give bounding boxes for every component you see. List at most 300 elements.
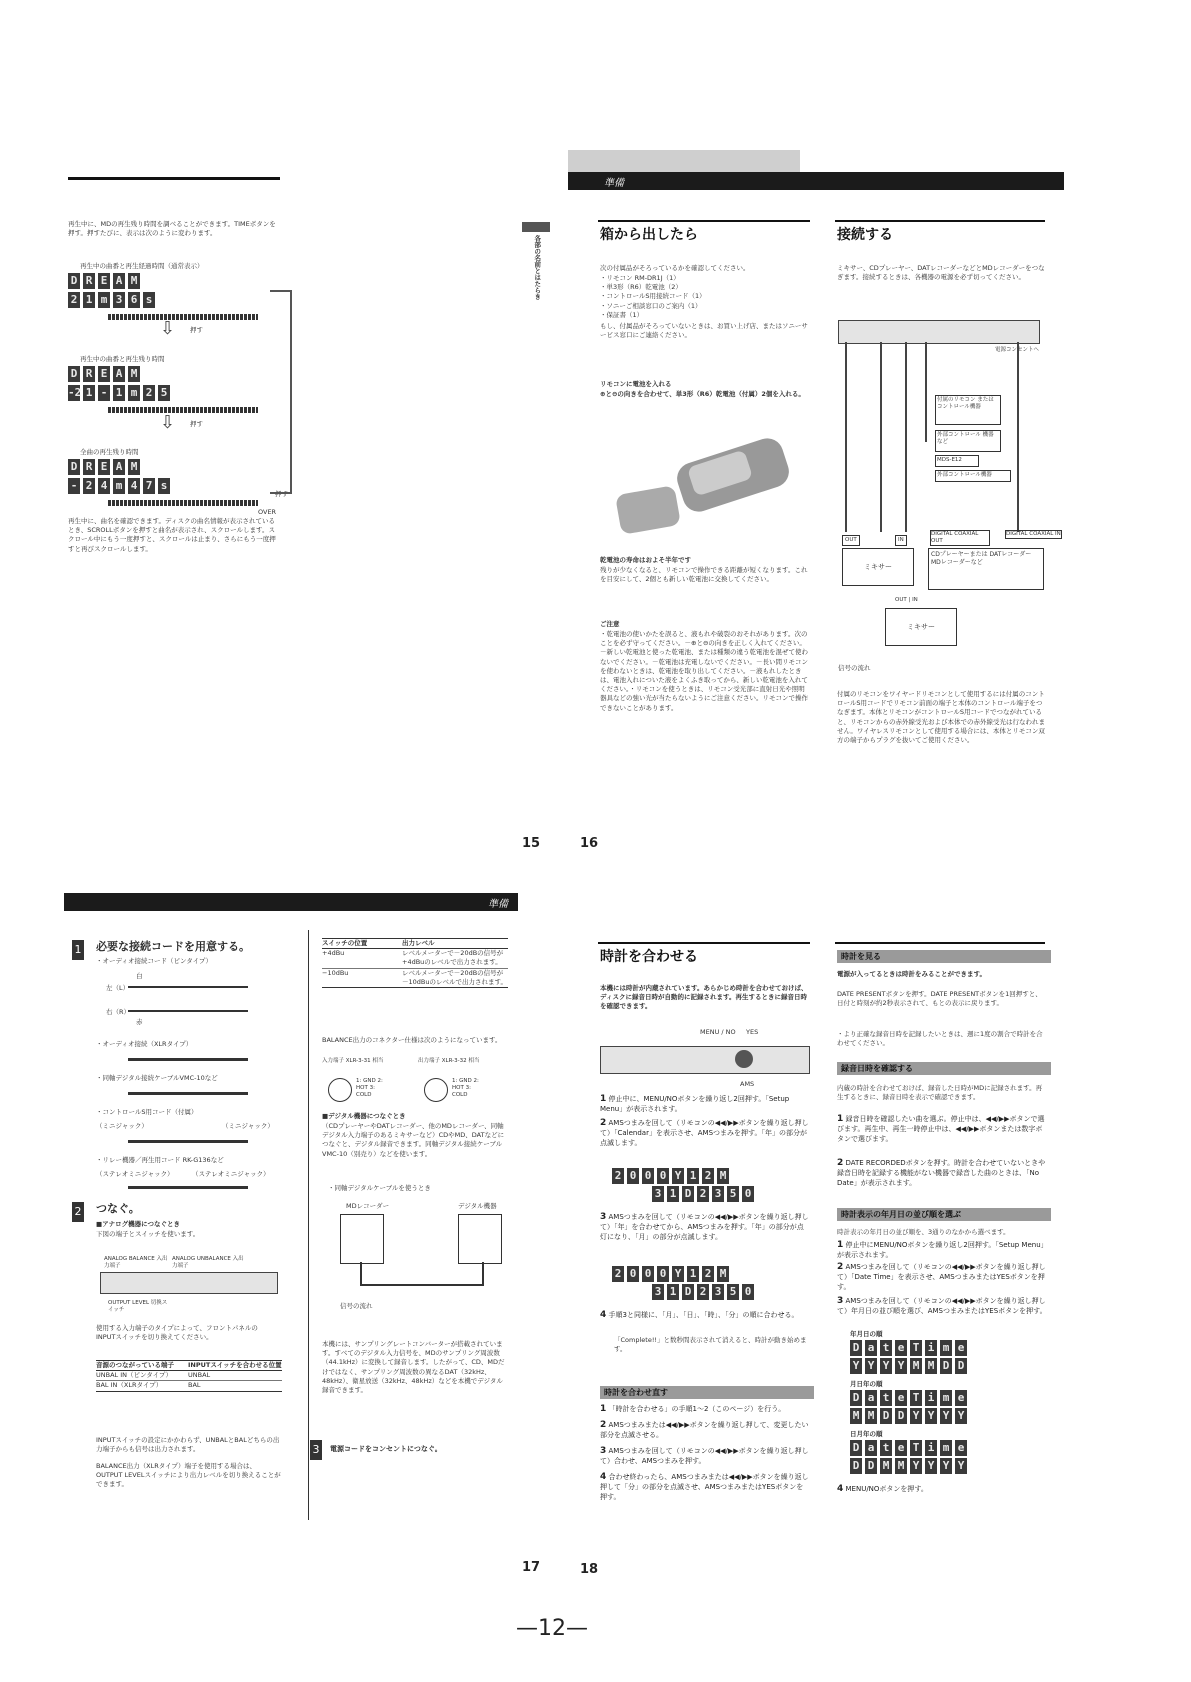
remote-illustration [618,430,788,540]
p18-view-note: ・より正確な録音日時を記録したいときは、週に1度の割合で時計を合わせてください。 [837,1030,1043,1048]
lcd-char: M [717,1168,729,1184]
lcd-char: D [850,1440,862,1456]
lcd-char: 2 [68,292,80,308]
p17-cord5-l: （ステレオミニジャック） [96,1170,174,1178]
p17-cord4-r: （ミニジャック） [222,1122,274,1130]
p18-reset-1: 1 「時計を合わせる」の手順1〜2（このページ）を行う。 [600,1404,786,1414]
p18-check-body: 内蔵の時計を合わせておけば、録音した日時がMDに記録されます。再生するときに、録音日時を表示で確認できます。 [837,1084,1043,1102]
p18-step-3-text: AMSつまみを回して（リモコンの◀◀/▶▶ボタンを繰り返し押して）「年」を合わせてから、AMSつまみを押す。「年」の部分が点灯になり、「月」の部分が点滅します。 [600,1213,809,1241]
out-in-labels-2: OUT | IN [895,597,918,603]
p17-xlr-in: 入力端子 XLR-3-31 相当 [322,1058,384,1064]
lcd-char: i [925,1390,937,1406]
lcd-char: 3 [652,1186,664,1202]
p18-step-2-text: AMSつまみを回して（リモコンの◀◀/▶▶ボタンを繰り返し押して）「Calendar」を表示させ、AMSつまみを押す。「年」の部分が点滅します。 [600,1119,809,1147]
p16-right-rule [835,220,1045,222]
lcd-char: 7 [143,478,155,494]
lcd-char: E [98,273,110,289]
p18-step-2: 2 AMSつまみを回して（リモコンの◀◀/▶▶ボタンを繰り返し押して）「Calendar」を表示させ、AMSつまみを押す。「年」の部分が点滅します。 [600,1118,809,1147]
lcd-char: e [955,1440,967,1456]
lcd-char: 0 [657,1266,669,1282]
p17-digital-body: （CDプレーヤーやDATレコーダー、他のMDレコーダー、同軸デジタル入力端子のあるミキサーなど）CDやMD、DATなどにつなぐと、デジタル録音できます。同軸デジタル接続ケーブルVMC-10（別売り）などを使います。 [322,1122,505,1158]
lcd-char: t [880,1440,892,1456]
tbl2-r1b: レベルメーターで－20dBの信号が+4dBuのレベルで出力されます。 [402,949,504,967]
p17-digital-head: ■デジタル機器につなぐとき [322,1112,406,1120]
lcd-char: -2 [68,386,82,399]
p18-lbl-menu: MENU / NO [700,1028,736,1036]
p18-lcd-1 [612,1168,754,1202]
p18-reset-4: 4 合わせ終わったら、AMSつまみまたは◀◀/▶▶ボタンを繰り返し押して「分」の部分を点滅させ、AMSつまみまたはYESボタンを押す。 [600,1472,809,1501]
tbl2-h1: スイッチの位置 [322,939,368,947]
lcd-char: 1 [113,385,125,401]
remote-box: 付属のリモコン または コントロール機器 [935,395,1001,425]
lcd-char: T [910,1340,922,1356]
lcd-char: 0 [642,1266,654,1282]
p18-title-rule [598,942,810,944]
xlr-in-connector-icon [328,1078,352,1102]
p17-xlr-out: 出力端子 XLR-3-32 相当 [418,1058,480,1064]
lcd-char: D [850,1340,862,1356]
lcd-char: 5 [727,1186,739,1202]
lcd-char: 0 [627,1168,639,1184]
p18-order-4-text: MENU/NOボタンを押す。 [845,1485,928,1493]
p16-left-rule [598,220,810,222]
p17-label-bal: ANALOG BALANCE 入出力端子 [104,1256,168,1269]
p18-step-3: 3 AMSつまみを回して（リモコンの◀◀/▶▶ボタンを繰り返し押して）「年」を合わせてから、AMSつまみを押す。「年」の部分が点灯になり、「月」の部分が点滅します。 [600,1212,809,1241]
p16-life-head: 乾電池の寿命はおよそ半年です [600,556,691,564]
p16-tip-body: 付属のリモコンをワイヤードリモコンとして使用するには付属のコントロールS用コードでリモコン前面の端子と本体のコントロール端子をつなぎます。本体とリモコンがコントロールS用コードでつながれていると、リモコンからの赤外線受光および本体での赤外線受光は行なわれません。ワイヤレスリモコンとして使用する場合には、本体とリモコン双方の端子からプラグを抜いてご使用ください。 [837,690,1045,745]
cd-box: CDプレーヤーまたは DATレコーダー MDレコーダーなど [928,548,1044,590]
p17-coax-note: ・同軸デジタルケーブルを使うとき [328,1184,431,1192]
coax-dev-box [458,1214,502,1264]
mixer-box-2 [885,608,957,646]
p15-tip-title: 再生中に、曲名を確認できます。ディスクの曲名情報が表示されているとき、SCROLLボタンを押すと曲名が表示され、スクロールします。スクロール中にもう一度押すと、スクロールは止まり、さらにもう一度押すと再びスクロールします。 [68,517,276,553]
lcd-char: a [865,1440,877,1456]
p17-step1-head: 必要な接続コードを用意する。 [96,940,250,953]
lcd-char: M [910,1358,922,1374]
lcd-char: m [113,478,125,494]
lcd-char: 1 [687,1168,699,1184]
lcd-char: m [940,1440,952,1456]
p17-label-level: OUTPUT LEVEL 切換スイッチ [108,1300,168,1313]
lcd-char: 2 [697,1186,709,1202]
lcd-char: t [880,1340,892,1356]
p18-right-rule [835,942,1045,944]
mixer-label: ミキサー [864,563,892,571]
item: ・保証書（1） [600,310,644,319]
p18-reset-4-text: 合わせ終わったら、AMSつまみまたは◀◀/▶▶ボタンを繰り返し押して「分」の部分を点滅させ、AMSつまみまたはYESボタンを押す。 [600,1473,809,1501]
xlr-cable-illustration [128,1058,248,1061]
p17-cord1-r: 右（R） [106,1008,131,1016]
down-arrow-icon: ⇩ [160,412,176,433]
lcd-char: 0 [627,1266,639,1282]
lcd-char: M [128,273,140,289]
p17-cord4: ・コントロールS用コード（付属） [96,1108,198,1116]
coax-cable-illustration [128,1092,248,1095]
p17-cord1-red: 赤 [136,1018,143,1026]
p18-lcd-dmy [850,1440,967,1474]
p17-table-1 [96,1360,282,1392]
lcd-char: 0 [742,1284,754,1300]
lcd-char: 3 [712,1284,724,1300]
lcd-char: Y [850,1358,862,1374]
p15-push-2: 押す [190,420,203,428]
p15-push-1: 押す [190,326,203,334]
item: ・リモコン RM-DR1J（1） [600,274,680,282]
p18-dmy-label: 日月年の順 [850,1430,883,1438]
lcd-char: M [925,1358,937,1374]
page-number-15: 15 [522,836,541,851]
lcd-char: Y [880,1358,892,1374]
p17-xlr-pins-1: 1: GND 2: HOT 3: COLD [356,1078,383,1098]
tbl2-r2b: レベルメーターで－20dBの信号が－10dBuのレベルで出力されます。 [402,968,507,986]
lcd-char: M [717,1266,729,1282]
p17-cord5-r: （ステレオミニジャック） [192,1170,270,1178]
footer-page-marker: —12— [516,1616,588,1641]
lcd-char: D [895,1408,907,1424]
in-label: IN [895,535,907,546]
p17-label-unbal: ANALOG UNBALANCE 入出力端子 [172,1256,244,1269]
diagram-line-mid1 [880,342,882,532]
lcd-char: 3 [113,292,125,308]
lcd-char: A [113,459,125,475]
p17-banner [64,893,518,911]
p16-battery-body: ⊕と⊖の向きを合わせて、単3形（R6）乾電池（付属）2個を入れる。 [600,390,805,398]
lcd-char: M [850,1408,862,1424]
p17-step2-head: つなぐ。 [96,1202,140,1215]
lcd-char: 1 [83,292,95,308]
tbl1-r2a: BAL IN（XLRタイプ） [96,1381,163,1390]
signal-flow-label: 信号の流れ [838,664,871,672]
lcd-char: D [850,1458,862,1474]
lcd-char: D [68,273,80,289]
tbl1-h1: 音源のつながっている端子 [96,1361,174,1369]
p17-cord5: ・リレー機器／再生用コード RK-G136など [96,1156,224,1164]
lcd-char: 0 [642,1168,654,1184]
lcd-char: Y [925,1408,937,1424]
p18-step-4: 4 手順3と同様に、「月」、「日」、「時」、「分」の順に合わせる。 [600,1310,799,1320]
p16-side-tab-label: 各部の名前とはたらき [533,235,542,300]
coax-md-box [340,1214,384,1264]
lcd-char: R [83,459,95,475]
lcd-char: T [910,1390,922,1406]
p18-lcd-ymd [850,1340,967,1374]
lcd-char: e [895,1390,907,1406]
p15-caption-2: 再生中の曲番と再生残り時間 [80,355,165,363]
md-deck-front [600,1046,810,1074]
lcd-char: 4 [98,478,110,494]
down-arrow-icon: ⇩ [160,318,176,339]
p18-order-1: 1 停止中にMENU/NOボタンを繰り返し2回押す。「Setup Menu」が表示されます。 [837,1240,1045,1259]
p17-cord1: ・オーディオ接続コード（ピンタイプ） [96,957,212,965]
tbl2-r2a: −10dBu [322,968,349,977]
p16-life-body: 残りが少なくなると、リモコンで操作できる距離が短くなります。これを目安にして、2個とも新しい乾電池に交換してください。 [600,566,808,584]
loop-arrow-icon [270,290,292,494]
p17-table-2 [322,938,508,988]
p18-order-3: 3 AMSつまみを回して（リモコンの◀◀/▶▶ボタンを繰り返し押して）年月日の並び順を選び、AMSつまみまたはYESボタンを押す。 [837,1296,1047,1315]
p17-cord1-white: 白 [136,972,143,980]
lcd-char: D [68,459,80,475]
lcd-char: A [113,366,125,382]
p15-top-rule [68,177,280,180]
p18-order-1-text: 停止中にMENU/NOボタンを繰り返し2回押す。「Setup Menu」が表示されます。 [837,1241,1045,1259]
lcd-char: E [98,459,110,475]
p15-lcd-1 [68,273,258,320]
lcd-char: 2 [612,1266,624,1282]
p18-title: 時計を合わせる [600,949,698,965]
p18-order-4: 4 MENU/NOボタンを押す。 [837,1484,928,1494]
p16-left-body2: もし、付属品がそろっていないときは、お買い上げ店、またはソニーサービス窓口にご連絡ください。 [600,322,808,340]
lcd-char: t [880,1390,892,1406]
p18-reset-3: 3 AMSつまみを回して（リモコンの◀◀/▶▶ボタンを繰り返し押して）合わせ、AMSつまみを押す。 [600,1446,809,1465]
p17-analog-head: ■アナログ機器につなぐとき [96,1220,181,1228]
tbl1-h2: INPUTスイッチを合わせる位置 [188,1361,282,1369]
lcd-char: M [880,1458,892,1474]
tbl2-r1a: +4dBu [322,949,345,958]
lcd-char: 1 [667,1284,679,1300]
lcd-char: i [925,1340,937,1356]
p16-banner [568,172,1064,190]
lcd-char: Y [940,1458,952,1474]
p18-lcd-2 [612,1266,754,1300]
p18-step-4b: 「Complete!!」と数秒間表示されて消えると、時計が動き始めます。 [614,1336,807,1354]
p18-step-1: 1 停止中に、MENU/NOボタンを繰り返し2回押す。「Setup Menu」が表示されます。 [600,1094,790,1113]
p17-step3-head: 電源コードをコンセントにつなぐ。 [330,1445,442,1453]
p18-step-4-text: 手順3と同様に、「月」、「日」、「時」、「分」の順に合わせる。 [608,1311,799,1319]
digital-out-label: DIGITAL COAXIAL OUT [930,530,990,546]
lcd-char: 2 [612,1168,624,1184]
lcd-char: 3 [712,1186,724,1202]
item: ・単3形（R6）乾電池（2） [600,283,682,292]
step-2-badge: 2 [72,1202,84,1222]
p17-col-divider [308,930,309,1520]
lcd-char: - [68,478,80,494]
lcd-char: m [128,385,140,401]
ams-knob-icon [735,1050,753,1068]
p18-lcd-mdy [850,1390,967,1424]
p15-lcd-2 [68,366,258,413]
out-label: OUT [842,535,860,546]
lcd-char: e [955,1340,967,1356]
p16-right-title: 接続する [837,227,893,243]
p17-tip-src: 本機には、サンプリングレートコンバーターが搭載されています。すべてのデジタル入力信号を、MDのサンプリング周波数（44.1kHz）に変換して録音します。したがって、CD、MDだけではなく、サンプリング周波数の異なるDAT（32kHz、48kHz）、衛星放送（32kHz、48kHz）などを本機でデジタル録音できます。 [322,1340,505,1395]
lcd-char: 2 [83,478,95,494]
p17-bal-body: BALANCE出力のコネクター仕様は次のようになっています。 [322,1036,502,1044]
p16-caution-body: ・乾電池の使いかたを誤ると、液もれや破裂のおそれがあります。次のことを必ず守ってください。－⊕と⊖の向きを正しく入れてください。－新しい乾電池と使った乾電池、または種類の違う乾電池を混ぜて使わないでください。－乾電池は充電しないでください。－長い間リモコンを使わないときは、乾電池を取り出してください。－液もれしたときは、電池入れについた液をよくふき取ってから、新しい乾電池を入れてください。・リモコンを使うときは、リモコン受光部に直射日光や照明器具などの強い光が当たらないようにご注意ください。リモコンで操作できないことがあります。 [600,630,808,712]
item: ・ソニーご相談窓口のご案内（1） [600,301,702,310]
p17-cord1-l: 左（L） [106,984,130,992]
lcd-char: 2 [143,385,155,401]
p18-sec-view: 時計を見る [837,950,1051,963]
p16-caution-head: ご注意 [600,620,620,628]
lcd-char: s [158,478,170,494]
lcd-char: R [83,273,95,289]
p16-side-tab [522,222,550,232]
p15-lcd-3 [68,459,258,506]
ext-control-box: 外部コントロール 機器など [935,430,1001,452]
lcd-char: 1 [687,1266,699,1282]
p17-banner-label: 準備 [488,899,508,910]
p18-check-1-text: 録音日時を確認したい曲を選ぶ。停止中は、◀◀/▶▶ボタンで選びます。再生中、再生一時停止中は、◀◀/▶▶ボタンまたは数字ボタンで選びます。 [837,1115,1045,1143]
lcd-char: D [682,1186,694,1202]
lcd-char: a [865,1390,877,1406]
p17-analog-body: 下図の端子とスイッチを使います。 [96,1230,200,1238]
tbl2-h2: 出力レベル [402,939,435,947]
p18-sec-check: 録音日時を確認する [837,1062,1051,1075]
p18-view-body: 電源が入ってるときは時計をみることができます。 [837,970,986,978]
p15-caption-3: 全曲の再生残り時間 [80,448,139,456]
pin-cable-illustration [128,986,248,1012]
lcd-char: - [98,385,110,401]
lcd-char: a [865,1340,877,1356]
p15-push-3: 押す [275,490,288,498]
page-number-17: 17 [522,1560,541,1575]
mixer-label-2: ミキサー [907,623,935,631]
lcd-char: 2 [697,1284,709,1300]
lcd-char: 1 [667,1186,679,1202]
lcd-char: Y [940,1408,952,1424]
p16-right-body: ミキサー、CDプレーヤー、DATレコーダーなどとMDレコーダーをつなぎます。接続するときは、各機器の電源を必ず切ってください。 [837,264,1045,282]
ext-control-box-2: 外部コントロール機器 [935,470,1011,482]
lcd-char: D [955,1358,967,1374]
lcd-char: 2 [702,1266,714,1282]
p18-order-2: 2 AMSつまみを回して（リモコンの◀◀/▶▶ボタンを繰り返し押して）「Date Time」を表示させ、AMSつまみまたはYESボタンを押す。 [837,1262,1046,1291]
lcd-char: 5 [727,1284,739,1300]
p17-tip-balance: BALANCE出力（XLRタイプ）端子を使用する場合は、OUTPUT LEVELスイッチにより出力レベルを切り換えることができます。 [96,1462,281,1489]
p18-intro: 本機には時計が内蔵されています。あらかじめ時計を合わせておけば、ディスクに録音日時が自動的に記録されます。再生するときに録音日時を確認できます。 [600,984,808,1011]
p16-left-title: 箱から出したら [600,227,698,243]
lcd-char: m [940,1390,952,1406]
relay-cable-illustration [128,1186,248,1189]
tbl1-r1b: UNBAL [188,1371,211,1380]
lcd-char: Y [955,1408,967,1424]
p16-banner-label: 準備 [604,178,624,189]
lcd-char: 5 [158,385,170,401]
p18-reset-2-text: AMSつまみまたは◀◀/▶▶ボタンを繰り返し押して、変更したい部分を点滅させる。 [600,1421,809,1439]
p18-view-body2: DATE PRESENTボタンを押す。DATE PRESENTボタンを1回押すと、日付と時刻が約2秒表示されて、もとの表示に戻ります。 [837,990,1042,1008]
p16-items [600,274,810,320]
lcd-char: Y [895,1358,907,1374]
tbl1-r1a: UNBAL IN（ピンタイプ） [96,1371,172,1380]
lcd-char: 0 [657,1168,669,1184]
lcd-char: D [850,1390,862,1406]
mds-box: MDS-E12 [935,455,979,467]
tbl1-r2b: BAL [188,1381,201,1390]
p18-check-1: 1 録音日時を確認したい曲を選ぶ。停止中は、◀◀/▶▶ボタンで選びます。再生中、再生一時停止中は、◀◀/▶▶ボタンまたは数字ボタンで選びます。 [837,1114,1045,1143]
step-3-badge: 3 [310,1440,322,1460]
lcd-char: 2 [702,1168,714,1184]
lcd-char: M [128,459,140,475]
p17-coax-flow: 信号の流れ [340,1302,373,1310]
p17-tip-input: INPUTスイッチの設定にかかわらず、UNBALとBALどちらの出力端子からも信号は出力されます。 [96,1436,280,1454]
p18-check-2-text: DATE RECORDEDボタンを押す。時計を合わせていないときや録音日時を記録する機能がない機器で録音した曲のときは、「No Date」が表示されます。 [837,1159,1046,1187]
p17-xlr-pins-2: 1: GND 2: HOT 3: COLD [452,1078,479,1098]
p18-reset-1-text: 「時計を合わせる」の手順1〜2（このページ）を行う。 [608,1405,786,1413]
diagram-line-mid3 [925,342,927,442]
p18-order-body: 時計表示の年月日の並び順を、3通りのなかから選べます。 [837,1228,1010,1236]
p16-banner-shade [568,150,800,172]
lcd-char: e [895,1340,907,1356]
coax-cable-line [360,1262,484,1286]
p18-reset-2: 2 AMSつまみまたは◀◀/▶▶ボタンを繰り返し押して、変更したい部分を点滅させる。 [600,1420,809,1439]
p17-cord4-l: （ミニジャック） [96,1122,148,1130]
lcd-char: Y [925,1458,937,1474]
p15-over-label: OVER [258,508,277,516]
p16-left-body: 次の付属品がそろっているかを確認してください。 [600,264,750,272]
lcd-char: Y [955,1458,967,1474]
xlr-out-connector-icon [424,1078,448,1102]
lcd-char: D [68,366,80,382]
p18-lbl-yes: YES [746,1028,759,1036]
p16-battery-head: リモコンに電池を入れる [600,380,672,388]
digital-in-label: DIGITAL COAXIAL IN [1006,531,1061,537]
md-deck-rear [838,320,1040,344]
p17-coax-md: MDレコーダー [346,1202,390,1210]
p17-coax-dev: デジタル機器 [458,1202,497,1210]
control-s-cable-illustration [128,1140,248,1143]
p18-check-2: 2 DATE RECORDEDボタンを押す。時計を合わせていないときや録音日時を記録する機能がない機器で録音した曲のときは、「No Date」が表示されます。 [837,1158,1046,1187]
lcd-char: m [940,1340,952,1356]
lcd-char: E [98,366,110,382]
lcd-char: A [113,273,125,289]
lcd-char: 4 [128,478,140,494]
p18-reset-3-text: AMSつまみを回して（リモコンの◀◀/▶▶ボタンを繰り返し押して）合わせ、AMSつまみを押す。 [600,1447,809,1465]
lcd-char: m [98,292,110,308]
p18-sec-reset: 時計を合わせ直す [600,1386,814,1399]
lcd-char: D [880,1408,892,1424]
p15-tip-time: 再生中に、MDの再生残り時間を調べることができます。TIMEボタンを押す。押すたびに、表示は次のように変わります。 [68,220,276,238]
lcd-char: R [83,366,95,382]
p15-caption-1: 再生中の曲番と再生経過時間（通常表示） [80,262,204,270]
lcd-char: 0 [742,1186,754,1202]
page-number-18: 18 [580,1562,599,1577]
p18-mdy-label: 月日年の順 [850,1380,883,1388]
ac-outlet-label: 電源コンセントへ [995,347,1040,353]
lcd-char: 3 [652,1284,664,1300]
lcd-char: e [955,1390,967,1406]
lcd-char: D [940,1358,952,1374]
level-meter [108,407,258,413]
p17-cord3: ・同軸デジタル接続ケーブルVMC-10など [96,1074,218,1082]
lcd-char: M [865,1408,877,1424]
p18-order-2-text: AMSつまみを回して（リモコンの◀◀/▶▶ボタンを繰り返し押して）「Date Time」を表示させ、AMSつまみまたはYESボタンを押す。 [837,1263,1046,1291]
lcd-char: 1 [83,385,95,401]
lcd-char: T [910,1440,922,1456]
p18-lbl-ams: AMS [740,1080,755,1088]
lcd-char: M [895,1458,907,1474]
lcd-char: Y [910,1458,922,1474]
p18-ymd-label: 年月日の順 [850,1330,883,1338]
level-meter [108,314,258,320]
p18-order-3-text: AMSつまみを回して（リモコンの◀◀/▶▶ボタンを繰り返し押して）年月日の並び順を選び、AMSつまみまたはYESボタンを押す。 [837,1297,1047,1315]
mixer-box [842,548,914,586]
item: ・コントロールS用接続コード（1） [600,292,706,301]
rear-panel-analog [100,1272,278,1294]
lcd-char: e [895,1440,907,1456]
lcd-char: D [682,1284,694,1300]
lcd-char: i [925,1440,937,1456]
p18-step-1-text: 停止中に、MENU/NOボタンを繰り返し2回押す。「Setup Menu」が表示されます。 [600,1095,790,1113]
lcd-char: Y [910,1408,922,1424]
lcd-char: M [128,366,140,382]
lcd-char: s [143,292,155,308]
lcd-char: Y [672,1168,684,1184]
level-meter [108,500,258,506]
lcd-char: Y [865,1358,877,1374]
diagram-line-mid2 [905,342,907,532]
p17-cord2: ・オーディオ接続（XLRタイプ） [96,1040,193,1048]
lcd-char: D [865,1458,877,1474]
lcd-char: 6 [128,292,140,308]
